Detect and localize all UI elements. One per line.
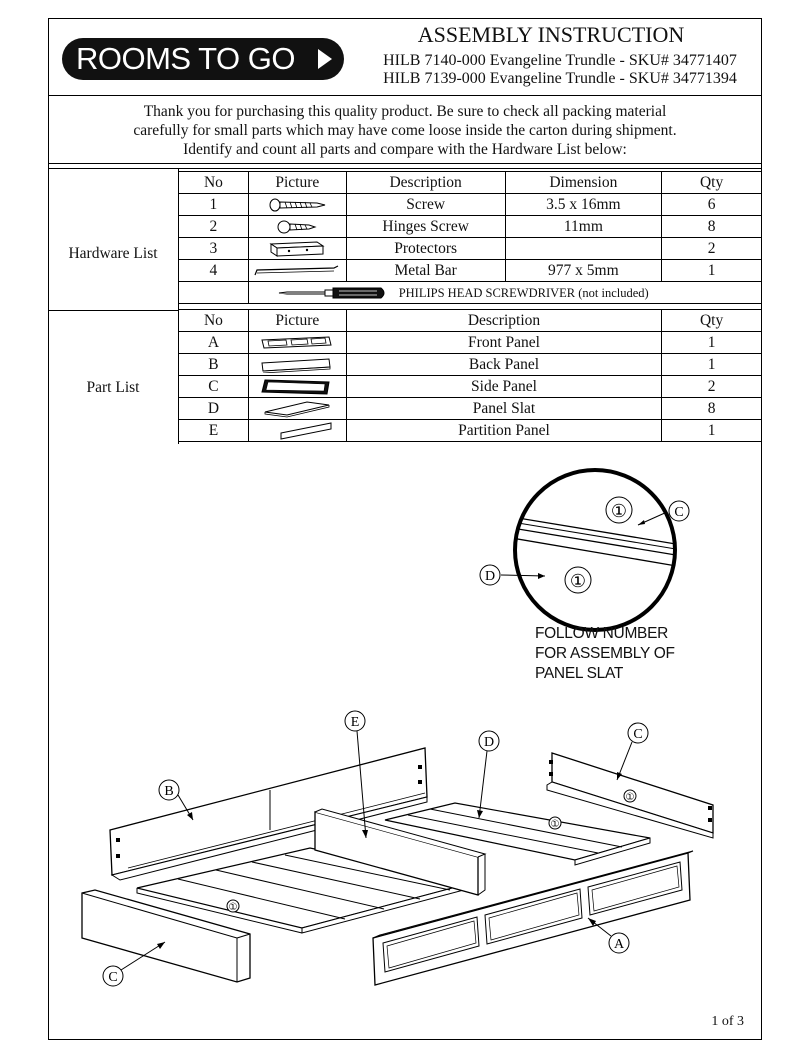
part-picture	[248, 420, 346, 442]
tool-cell	[248, 282, 761, 304]
hardware-qty: 8	[662, 216, 762, 238]
detail-number-bottom-text: ①	[569, 571, 587, 591]
screwdriver-icon	[277, 285, 395, 301]
part-description: Panel Slat	[346, 398, 661, 420]
part-no: A	[179, 332, 249, 354]
part-no: E	[179, 420, 249, 442]
callout-b-label: B	[164, 784, 174, 799]
part-no: D	[179, 398, 249, 420]
part-description: Front Panel	[346, 332, 661, 354]
logo-arrow-icon	[318, 49, 332, 69]
hardware-dimension: 11mm	[505, 216, 662, 238]
intro-text-2: carefully for small parts which may have come loose inside the carton during shipment.	[133, 122, 677, 139]
intro-text-3: Identify and count all parts and compare with the Hardware List below:	[183, 141, 627, 158]
detail-circle	[515, 470, 675, 630]
hardware-qty: 1	[662, 260, 762, 282]
left-slat-number: ①	[228, 902, 238, 913]
hardware-picture	[248, 194, 346, 216]
section-separator	[48, 310, 178, 311]
hardware-dimension	[505, 238, 662, 260]
part-qty: 1	[662, 354, 762, 376]
table-row	[179, 332, 762, 354]
hardware-description: Metal Bar	[346, 260, 505, 282]
assembly-note	[535, 624, 675, 684]
hardware-no: 2	[179, 216, 249, 238]
part-qty: 1	[662, 420, 762, 442]
side-panel-icon	[259, 378, 335, 396]
callout-e-label: E	[350, 715, 360, 730]
intro-divider-top	[48, 163, 762, 164]
hardware-header-qty: Qty	[662, 172, 762, 194]
part-list-label: Part List	[86, 379, 140, 396]
assembly-note-line-1: FOLLOW NUMBER	[535, 625, 669, 642]
panel-slat-icon	[259, 400, 335, 418]
assembly-diagram	[48, 444, 762, 1034]
part-qty: 8	[662, 398, 762, 420]
product-line-1: HILB 7140-000 Evangeline Trundle - SKU# 34771407	[383, 52, 737, 69]
callout-a-label: A	[613, 937, 625, 952]
assembly-note-line-3: PANEL SLAT	[535, 665, 624, 682]
hardware-picture	[248, 238, 346, 260]
callout-a	[588, 918, 629, 953]
document-title: ASSEMBLY INSTRUCTION	[417, 22, 685, 47]
hardware-no: 1	[179, 194, 249, 216]
part-picture	[248, 376, 346, 398]
back-panel-icon	[259, 357, 335, 373]
hardware-picture	[248, 216, 346, 238]
table-row	[179, 216, 762, 238]
parts-header-picture: Picture	[248, 310, 346, 332]
part-qty: 2	[662, 376, 762, 398]
hardware-description: Screw	[346, 194, 505, 216]
parts-header-row	[179, 310, 762, 332]
hardware-picture	[248, 260, 346, 282]
part-description: Partition Panel	[346, 420, 661, 442]
hardware-header-no: No	[179, 172, 249, 194]
brand-logo	[62, 38, 344, 80]
table-row	[179, 194, 762, 216]
partition-panel-icon	[259, 421, 335, 441]
table-row	[179, 376, 762, 398]
hardware-no: 3	[179, 238, 249, 260]
table-row	[179, 354, 762, 376]
hardware-header-description: Description	[346, 172, 505, 194]
parts-header-no: No	[179, 310, 249, 332]
hardware-dimension: 977 x 5mm	[505, 260, 662, 282]
part-picture	[248, 354, 346, 376]
hardware-qty: 2	[662, 238, 762, 260]
detail-magnifier	[480, 470, 700, 630]
intro-divider-bottom	[48, 168, 762, 169]
header-divider	[48, 95, 762, 96]
hardware-qty: 6	[662, 194, 762, 216]
table-row	[179, 420, 762, 442]
part-description: Back Panel	[346, 354, 661, 376]
part-no: C	[179, 376, 249, 398]
product-line-2: HILB 7139-000 Evangeline Trundle - SKU# 34771394	[383, 70, 737, 87]
callout-c-right-label: C	[633, 727, 643, 742]
parts-table	[178, 309, 762, 442]
part-qty: 1	[662, 332, 762, 354]
callout-c-right	[617, 723, 648, 780]
tool-row	[179, 282, 762, 304]
hardware-header-row	[179, 172, 762, 194]
assembly-note-line-2: FOR ASSEMBLY OF	[535, 645, 675, 662]
table-row	[179, 398, 762, 420]
part-picture	[248, 398, 346, 420]
part-no: B	[179, 354, 249, 376]
page-number: 1 of 3	[711, 1014, 744, 1029]
hardware-no: 4	[179, 260, 249, 282]
callout-d-label: D	[483, 735, 495, 750]
hardware-header-dimension: Dimension	[505, 172, 662, 194]
brand-name: ROOMS TO GO	[76, 41, 295, 76]
front-panel-icon	[259, 335, 335, 351]
hardware-description: Hinges Screw	[346, 216, 505, 238]
hinge-screw-icon	[275, 219, 319, 235]
hardware-list-label: Hardware List	[68, 245, 158, 262]
detail-d-label: D	[484, 569, 496, 584]
right-slat-number: ①	[550, 819, 560, 830]
callout-d	[477, 731, 499, 818]
hardware-description: Protectors	[346, 238, 505, 260]
tool-note: PHILIPS HEAD SCREWDRIVER (not included)	[398, 285, 649, 300]
hardware-header-picture: Picture	[248, 172, 346, 194]
hardware-table	[178, 171, 762, 304]
detail-c-label: C	[674, 505, 684, 520]
hardware-dimension: 3.5 x 16mm	[505, 194, 662, 216]
screw-icon	[267, 197, 327, 213]
metal-bar-icon	[252, 264, 342, 278]
intro-text-1: Thank you for purchasing this quality product. Be sure to check all packing material	[143, 103, 667, 120]
part-description: Side Panel	[346, 376, 661, 398]
side-panel-slat-number: ①	[625, 792, 635, 803]
part-picture	[248, 332, 346, 354]
detail-number-top-text: ①	[610, 501, 628, 521]
table-row	[179, 238, 762, 260]
table-row	[179, 260, 762, 282]
callout-c-left-label: C	[108, 970, 118, 985]
protector-icon	[267, 240, 327, 258]
parts-header-description: Description	[346, 310, 661, 332]
parts-header-qty: Qty	[662, 310, 762, 332]
